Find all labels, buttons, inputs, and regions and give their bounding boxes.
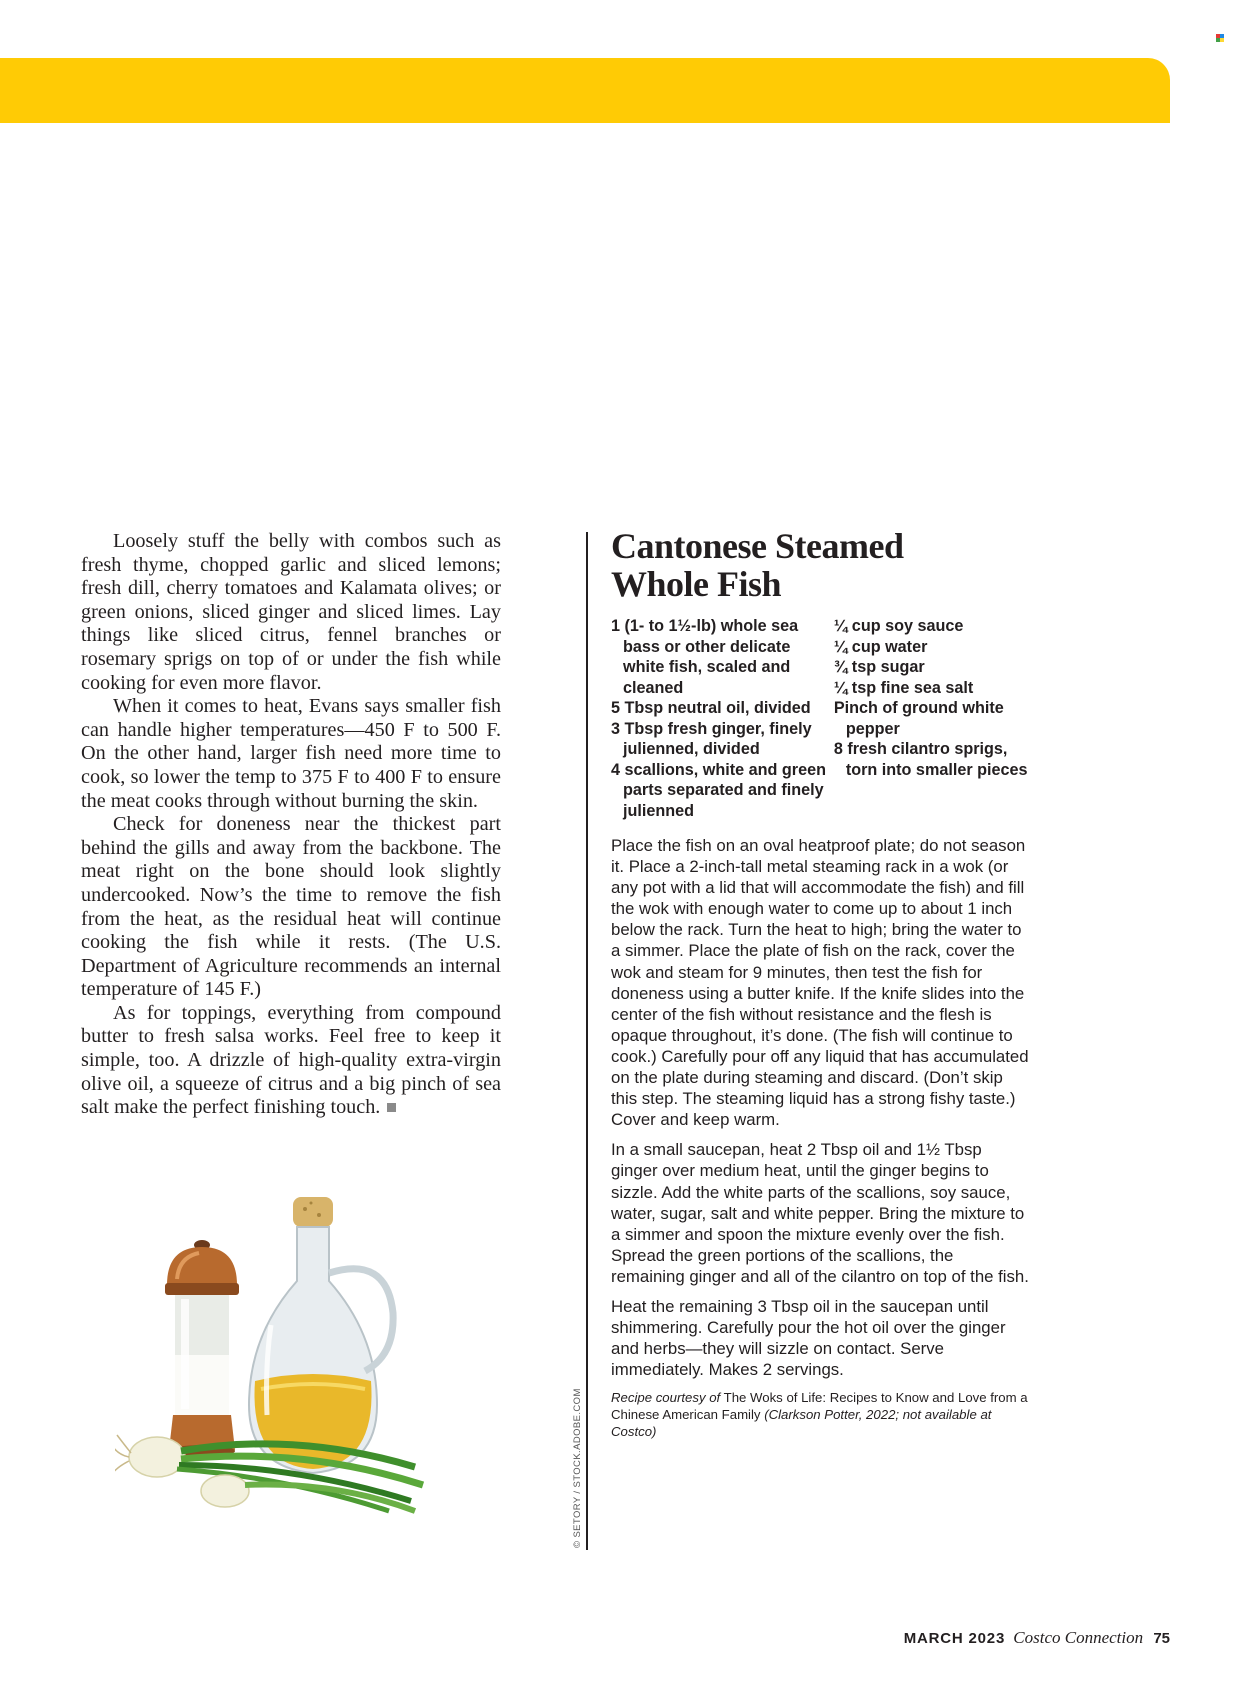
ingredient-item: 5 Tbsp neutral oil, divided — [611, 699, 811, 717]
article-paragraph: Check for doneness near the thickest part behind the gills and away from the backbone. The meat right on the bone should look slightly undercooked. Now’s the time to remove the fish from the heat, as the residual heat will continue cooking the fish while it rests. (The U.S. Department of Agriculture recommends an internal temperature of 145 F.) — [81, 813, 501, 1001]
pepper-mill-icon — [165, 1240, 239, 1457]
article-text-column — [81, 530, 501, 1120]
recipe-title-line1: Cantonese Steamed — [611, 526, 904, 566]
ingredients-right-column — [834, 616, 1031, 821]
column-divider — [586, 532, 588, 1550]
ingredient-item: 3 Tbsp fresh ginger, finely julienned, divided — [611, 719, 812, 758]
recipe-title-line2: Whole Fish — [611, 564, 782, 604]
credit-book-title: The Woks of Life: Recipes to Know and Love from a Chinese American Family — [611, 1390, 1028, 1423]
recipe-instructions — [611, 835, 1031, 1380]
recipe-title — [611, 527, 1031, 603]
instruction-step: In a small saucepan, heat 2 Tbsp oil and 1½ Tbsp ginger over medium heat, until the ginger begins to sizzle. Add the white parts of the scallions, soy sauce, water, sugar, salt and white pepper. Bring the mixture to a simmer and spoon the mixture evenly over the fish. Spread the green portions of the scallions, the remaining ginger and all of the cilantro on top of the fish. — [611, 1140, 1029, 1286]
credit-prefix: Recipe courtesy of — [611, 1390, 721, 1406]
magazine-name: Costco Connection — [1013, 1628, 1144, 1647]
instruction-step: Place the fish on an oval heatproof plate; do not season it. Place a 2-inch-tall metal steaming rack in a wok (or any pot with a lid that will accommodate the fish) and fill the wok with enough water to come up to about 1 inch below the rack. Turn the heat to high; bring the water to a simmer. Place the plate of fish on the rack, cover the wok and steam for 9 minutes, then test the fish for doneness using a butter knife. If the knife slides into the center of the fish without resistance and the flesh is opaque throughout, it’s done. (The fish will continue to cook.) Carefully pour off any liquid that has accumulated on the plate during steaming and discard. (Don’t skip this step. The steaming liquid has a strong fishy taste.) Cover and keep warm. — [611, 836, 1029, 1130]
ingredient-item: ¼ cup soy sauce — [833, 617, 964, 635]
end-mark-icon — [387, 1103, 396, 1112]
color-registration-mark — [1216, 34, 1224, 42]
issue-date: MARCH 2023 — [903, 1630, 1006, 1647]
article-paragraph: Loosely stuff the belly with combos such as fresh thyme, chopped garlic and sliced lemons; fresh dill, cherry tomatoes and Kalamata olives; or green onions, sliced ginger and sliced limes. Lay things like sliced citrus, fennel branches or rosemary sprigs on top of or under the fish while cooking for even more flavor. — [81, 530, 501, 694]
page-footer — [904, 1628, 1170, 1648]
ingredients-left-column — [611, 616, 834, 821]
oil-bottle-and-pepper-mill-illustration — [115, 1185, 455, 1525]
ingredient-item: ¼ tsp fine sea salt — [833, 678, 974, 697]
ingredient-item: Pinch of ground white pepper — [833, 699, 1004, 738]
instruction-step: Heat the remaining 3 Tbsp oil in the saucepan until shimmering. Carefully pour the hot oil over the ginger and herbs—they will sizzle on contact. Serve immediately. Makes 2 servings. — [611, 1296, 1006, 1380]
header-color-band — [0, 58, 1170, 123]
page-number: 75 — [1153, 1630, 1170, 1647]
ingredient-item: ¼ cup water — [833, 637, 928, 656]
article-paragraph-last — [81, 1002, 501, 1120]
recipe-column — [611, 527, 1031, 1440]
credit-publisher: (Clarkson Potter, 2022; not available at Costco) — [611, 1407, 992, 1440]
ingredient-item: 8 fresh cilantro sprigs, torn into smaller pieces — [833, 740, 1028, 779]
recipe-credit — [611, 1389, 1031, 1440]
article-paragraph-text: As for toppings, everything from compound butter to fresh salsa works. Feel free to keep it simple, too. A drizzle of high-quality extra-virgin olive oil, a squeeze of citrus and a big pinch of sea salt make the perfect finishing touch. — [81, 1001, 501, 1119]
photo-credit: © SETORY / STOCK.ADOBE.COM — [572, 1388, 583, 1548]
article-paragraph: When it comes to heat, Evans says smaller fish can handle higher temperatures—450 F to 500 F. On the other hand, larger fish need more time to cook, so lower the temp to 375 F to 400 F to ensure the meat cooks through without burning the skin. — [81, 695, 501, 812]
ingredients-list — [611, 616, 1031, 821]
ingredient-item: 1 (1- to 1½-lb) whole sea bass or other delicate white fish, scaled and cleaned — [611, 617, 799, 697]
green-onion-icon — [115, 1435, 423, 1511]
olive-oil-bottle-icon — [249, 1197, 393, 1473]
ingredient-item: ¾ tsp sugar — [833, 658, 925, 676]
ingredient-item: 4 scallions, white and green parts separated and finely julienned — [611, 760, 826, 820]
